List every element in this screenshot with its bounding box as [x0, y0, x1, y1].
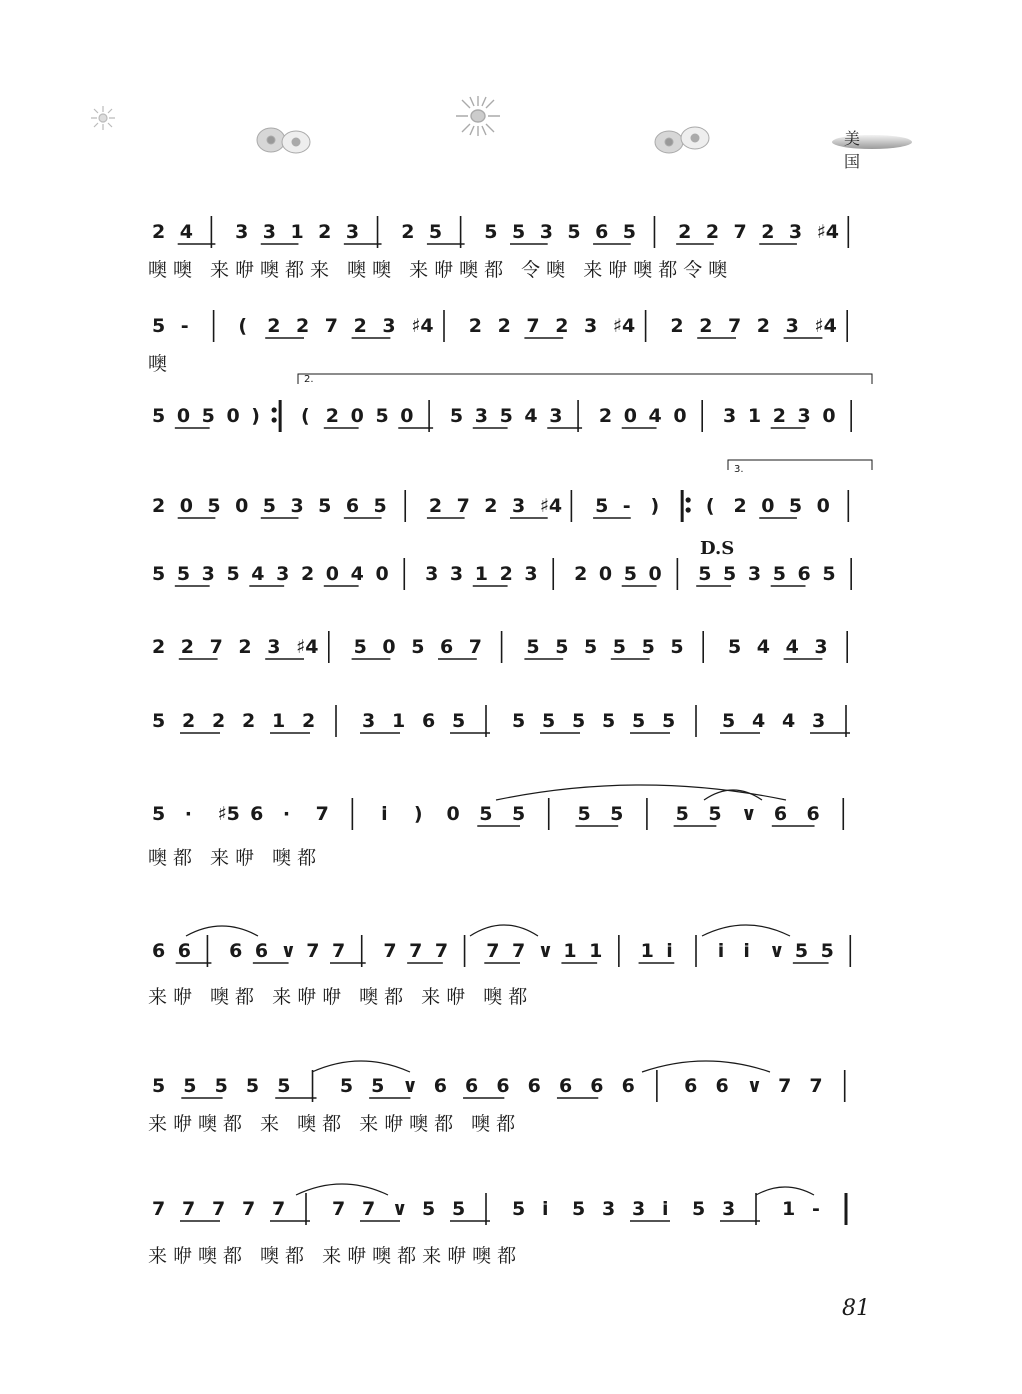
note-glyph: 5: [632, 710, 646, 732]
note-glyph: ♯5: [217, 803, 240, 825]
note-glyph: 5: [577, 803, 591, 825]
note-glyph: 1: [747, 405, 762, 427]
note-glyph: 2: [705, 221, 720, 243]
note-glyph: ·: [184, 803, 192, 825]
note-glyph: 5: [567, 221, 581, 243]
note-glyph: 5: [584, 636, 598, 658]
note-glyph: ∨: [280, 940, 297, 962]
note-glyph: i: [662, 1198, 669, 1220]
note-glyph: 2: [555, 315, 569, 337]
note-glyph: 7: [315, 803, 329, 825]
region-label: 美 国: [844, 129, 875, 171]
note-glyph: 2: [212, 710, 226, 732]
note-glyph: 3: [524, 563, 538, 585]
note-glyph: 2: [300, 563, 315, 585]
slur-arc: [642, 1061, 770, 1072]
note-glyph: 2: [761, 221, 775, 243]
note-glyph: 5: [641, 636, 655, 658]
note-glyph: i: [743, 940, 750, 962]
note-glyph: 2: [302, 710, 316, 732]
note-glyph: 2: [678, 221, 692, 243]
note-glyph: 5: [788, 495, 803, 517]
note-glyph: 4: [756, 636, 771, 658]
note-glyph: 3: [747, 563, 762, 585]
note-glyph: 3: [267, 636, 281, 658]
note-glyph: 3: [201, 563, 215, 585]
note-glyph: ): [251, 405, 260, 427]
note-glyph: 5: [555, 636, 569, 658]
slur-arc: [312, 1061, 410, 1072]
note-glyph: 0: [446, 803, 460, 825]
note-glyph: 2: [238, 636, 252, 658]
note-glyph: 2: [318, 221, 332, 243]
note-glyph: 6: [558, 1075, 573, 1097]
note-glyph: 5: [226, 563, 240, 585]
note-glyph: 5: [245, 1075, 260, 1097]
note-glyph: ∨: [392, 1198, 408, 1220]
note-glyph: 3: [290, 495, 304, 517]
volta-3-label: 3.: [734, 464, 744, 475]
lyric-line: 来咿噢都 噢都 来咿噢都来咿噢都: [148, 1245, 523, 1267]
note-glyph: 7: [526, 315, 540, 337]
note-glyph: 7: [272, 1198, 286, 1220]
slur-arc: [470, 925, 538, 936]
note-glyph: 3: [785, 315, 799, 337]
note-glyph: (: [238, 315, 248, 337]
note-glyph: 5: [449, 405, 464, 427]
note-glyph: 3: [722, 1198, 736, 1220]
note-glyph: 2: [428, 495, 443, 517]
note-glyph: 0: [673, 405, 687, 427]
lyric-line: 来咿 噢都 来咿咿 噢都 来咿 噢都: [148, 986, 534, 1008]
ds-mark: D.S: [700, 538, 735, 559]
note-glyph: 2: [670, 315, 684, 337]
note-glyph: 5: [452, 710, 466, 732]
note-glyph: 6: [527, 1075, 541, 1097]
note-glyph: 5: [499, 405, 513, 427]
note-glyph: 2: [180, 636, 195, 658]
note-glyph: 5: [411, 636, 425, 658]
note-glyph: 1: [589, 940, 603, 962]
note-glyph: 2: [574, 563, 588, 585]
note-glyph: 3: [362, 710, 376, 732]
note-glyph: 6: [345, 495, 360, 517]
note-glyph: 5: [353, 636, 367, 658]
note-glyph: 6: [229, 940, 243, 962]
note-glyph: 6: [254, 940, 269, 962]
note-glyph: 0: [235, 495, 249, 517]
note-glyph: 3: [425, 563, 439, 585]
note-glyph: 4: [524, 405, 538, 427]
note-glyph: 2: [353, 315, 367, 337]
note-glyph: 5: [512, 1198, 526, 1220]
note-glyph: 5: [152, 563, 166, 585]
note-glyph: 5: [794, 940, 809, 962]
note-glyph: 4: [350, 563, 364, 585]
note-glyph: 5: [612, 636, 627, 658]
note-glyph: 7: [332, 1198, 346, 1220]
repeat-dot: [272, 408, 276, 412]
note-glyph: ♯4: [814, 315, 837, 337]
volta-2-label: 2.: [304, 374, 314, 385]
volta-bracket: [728, 460, 872, 470]
slur-arc: [496, 785, 786, 800]
note-glyph: 0: [176, 405, 191, 427]
note-glyph: 7: [778, 1075, 792, 1097]
note-glyph: -: [812, 1198, 820, 1220]
note-glyph: 3: [474, 405, 488, 427]
note-glyph: ♯4: [539, 495, 563, 517]
note-glyph: 0: [400, 405, 414, 427]
note-glyph: 0: [179, 495, 193, 517]
lyric-line: 噢噢 来咿噢都来 噢噢 来咿噢都 令噢 来咿噢都令噢: [148, 259, 734, 281]
note-glyph: 3: [723, 405, 737, 427]
note-glyph: 5: [375, 405, 389, 427]
note-glyph: 7: [212, 1198, 226, 1220]
note-glyph: -: [180, 315, 189, 337]
note-glyph: 6: [422, 710, 436, 732]
note-glyph: 0: [375, 563, 389, 585]
note-glyph: 1: [563, 940, 577, 962]
note-glyph: ·: [282, 803, 291, 825]
slur-arc: [756, 1187, 814, 1195]
note-glyph: 2: [401, 221, 415, 243]
note-glyph: ∨: [537, 940, 554, 962]
note-glyph: i: [381, 803, 388, 825]
note-glyph: ♯4: [411, 315, 434, 337]
note-glyph: 4: [251, 563, 265, 585]
note-glyph: 5: [512, 221, 526, 243]
note-glyph: 3: [632, 1198, 646, 1220]
note-glyph: 5: [728, 636, 742, 658]
note-glyph: 2: [325, 405, 340, 427]
note-glyph: 2: [242, 710, 256, 732]
note-glyph: 5: [484, 221, 498, 243]
note-glyph: 7: [152, 1198, 166, 1220]
note-glyph: 7: [383, 940, 397, 962]
lyric-line: 噢: [148, 353, 174, 375]
note-glyph: 5: [262, 495, 277, 517]
note-glyph: ∨: [402, 1075, 418, 1097]
note-glyph: 4: [179, 221, 193, 243]
note-glyph: (: [300, 405, 310, 427]
note-glyph: 7: [362, 1198, 376, 1220]
note-glyph: 5: [662, 710, 676, 732]
note-glyph: 5: [670, 636, 684, 658]
note-glyph: 5: [152, 710, 166, 732]
note-glyph: 2: [152, 636, 166, 658]
note-glyph: 5: [512, 710, 526, 732]
note-glyph: 6: [440, 636, 454, 658]
note-glyph: 6: [684, 1075, 698, 1097]
note-glyph: 3: [788, 221, 803, 243]
note-glyph: 2: [152, 221, 166, 243]
note-glyph: 3: [602, 1198, 616, 1220]
note-glyph: 3: [449, 563, 464, 585]
note-glyph: 1: [782, 1198, 796, 1220]
note-glyph: 3: [512, 495, 526, 517]
repeat-dot: [272, 418, 276, 422]
volta-bracket: [298, 374, 872, 384]
note-glyph: 5: [822, 563, 836, 585]
note-glyph: 5: [542, 710, 556, 732]
note-glyph: 5: [277, 1075, 291, 1097]
note-glyph: 5: [722, 710, 736, 732]
note-glyph: 0: [822, 405, 836, 427]
note-glyph: -: [622, 495, 631, 517]
note-glyph: 2: [598, 405, 613, 427]
note-glyph: 5: [723, 563, 737, 585]
note-glyph: 0: [598, 563, 613, 585]
note-glyph: 7: [209, 636, 223, 658]
note-glyph: 1: [272, 710, 286, 732]
note-glyph: 2: [497, 315, 511, 337]
note-glyph: 4: [782, 710, 796, 732]
note-glyph: 1: [392, 710, 406, 732]
note-glyph: 2: [182, 710, 196, 732]
note-glyph: 0: [350, 405, 364, 427]
note-glyph: 5: [152, 1075, 166, 1097]
note-glyph: 6: [250, 803, 264, 825]
note-glyph: 0: [382, 636, 396, 658]
note-glyph: i: [666, 940, 673, 962]
note-glyph: 3: [812, 710, 826, 732]
note-glyph: 7: [468, 636, 483, 658]
note-glyph: 3: [262, 221, 277, 243]
note-glyph: 7: [456, 495, 470, 517]
note-glyph: 5: [207, 495, 221, 517]
note-glyph: 7: [512, 940, 526, 962]
note-glyph: 6: [773, 803, 788, 825]
lyric-line: 来咿噢都 来 噢都 来咿噢都 噢都: [148, 1113, 522, 1135]
note-glyph: (: [705, 495, 715, 517]
note-glyph: 5: [152, 315, 166, 337]
slur-arc: [186, 926, 258, 936]
note-glyph: 0: [761, 495, 775, 517]
note-glyph: 2: [468, 315, 483, 337]
note-glyph: 6: [433, 1075, 447, 1097]
note-glyph: 1: [640, 940, 654, 962]
note-glyph: 1: [474, 563, 488, 585]
note-glyph: 0: [648, 563, 662, 585]
note-glyph: 3: [584, 315, 598, 337]
note-glyph: 7: [306, 940, 320, 962]
note-glyph: 5: [772, 563, 786, 585]
repeat-dot: [686, 498, 690, 502]
note-glyph: 6: [715, 1075, 729, 1097]
note-glyph: 3: [345, 221, 360, 243]
note-glyph: 4: [648, 405, 662, 427]
slur-arc: [296, 1184, 388, 1195]
note-glyph: 3: [814, 636, 828, 658]
note-glyph: 5: [610, 803, 624, 825]
note-glyph: 5: [623, 563, 637, 585]
note-glyph: 6: [465, 1075, 479, 1097]
note-glyph: 6: [806, 803, 820, 825]
note-glyph: 7: [486, 940, 500, 962]
note-glyph: 5: [152, 803, 166, 825]
note-glyph: 5: [318, 495, 332, 517]
note-glyph: ♯4: [612, 315, 636, 337]
note-glyph: 5: [183, 1075, 197, 1097]
note-glyph: 3: [235, 221, 249, 243]
note-glyph: 5: [820, 940, 834, 962]
note-glyph: 7: [409, 940, 423, 962]
note-glyph: 7: [434, 940, 449, 962]
note-glyph: 1: [290, 221, 304, 243]
note-glyph: 2: [267, 315, 281, 337]
note-glyph: 7: [242, 1198, 256, 1220]
note-glyph: 7: [733, 221, 747, 243]
note-glyph: 6: [595, 221, 609, 243]
note-glyph: 6: [797, 563, 811, 585]
note-glyph: ♯4: [816, 221, 840, 243]
note-glyph: 2: [772, 405, 786, 427]
note-glyph: 2: [733, 495, 747, 517]
note-glyph: 6: [496, 1075, 510, 1097]
note-glyph: 5: [373, 495, 387, 517]
note-glyph: 0: [623, 405, 637, 427]
note-glyph: 5: [152, 405, 166, 427]
note-glyph: 5: [675, 803, 689, 825]
note-glyph: 7: [728, 315, 742, 337]
note-glyph: 2: [296, 315, 310, 337]
note-glyph: 7: [182, 1198, 196, 1220]
note-glyph: 3: [549, 405, 563, 427]
note-glyph: 6: [590, 1075, 604, 1097]
note-glyph: 5: [595, 495, 609, 517]
note-glyph: 0: [816, 495, 830, 517]
note-glyph: 2: [699, 315, 713, 337]
note-glyph: 7: [809, 1075, 823, 1097]
page-number: 81: [842, 1296, 870, 1321]
note-glyph: 0: [325, 563, 340, 585]
note-glyph: i: [542, 1198, 549, 1220]
note-glyph: 3: [539, 221, 553, 243]
repeat-dot: [686, 508, 690, 512]
note-glyph: 4: [785, 636, 799, 658]
note-glyph: i: [717, 940, 725, 962]
note-glyph: 5: [572, 1198, 586, 1220]
note-glyph: ∨: [769, 940, 785, 962]
slur-arc: [702, 925, 790, 936]
note-glyph: 5: [622, 221, 637, 243]
note-glyph: ): [650, 495, 660, 517]
note-glyph: 5: [572, 710, 586, 732]
note-glyph: 5: [526, 636, 540, 658]
note-glyph: 5: [602, 710, 616, 732]
note-glyph: 5: [708, 803, 722, 825]
note-glyph: 4: [752, 710, 766, 732]
note-glyph: 7: [332, 940, 346, 962]
note-glyph: ∨: [746, 1075, 763, 1097]
note-glyph: 2: [484, 495, 498, 517]
note-glyph: 3: [276, 563, 290, 585]
note-glyph: 5: [371, 1075, 385, 1097]
note-glyph: 3: [382, 315, 396, 337]
note-glyph: 6: [621, 1075, 635, 1097]
note-glyph: 5: [692, 1198, 706, 1220]
note-glyph: 5: [201, 405, 215, 427]
note-glyph: 2: [499, 563, 513, 585]
note-glyph: ): [413, 803, 423, 825]
note-glyph: ♯4: [296, 636, 319, 658]
note-glyph: 5: [512, 803, 526, 825]
note-glyph: 2: [756, 315, 771, 337]
note-glyph: 5: [339, 1075, 354, 1097]
note-glyph: ∨: [741, 803, 757, 825]
note-glyph: 5: [698, 563, 712, 585]
note-glyph: 6: [177, 940, 191, 962]
note-glyph: 2: [152, 495, 166, 517]
note-glyph: 5: [428, 221, 443, 243]
note-glyph: 5: [176, 563, 191, 585]
note-glyph: 7: [324, 315, 339, 337]
note-glyph: 5: [214, 1075, 228, 1097]
note-glyph: 5: [479, 803, 493, 825]
note-glyph: 6: [152, 940, 166, 962]
note-glyph: 0: [226, 405, 240, 427]
note-glyph: 5: [422, 1198, 436, 1220]
note-glyph: 5: [452, 1198, 466, 1220]
lyric-line: 噢都 来咿 噢都: [148, 847, 323, 869]
note-glyph: 3: [797, 405, 811, 427]
